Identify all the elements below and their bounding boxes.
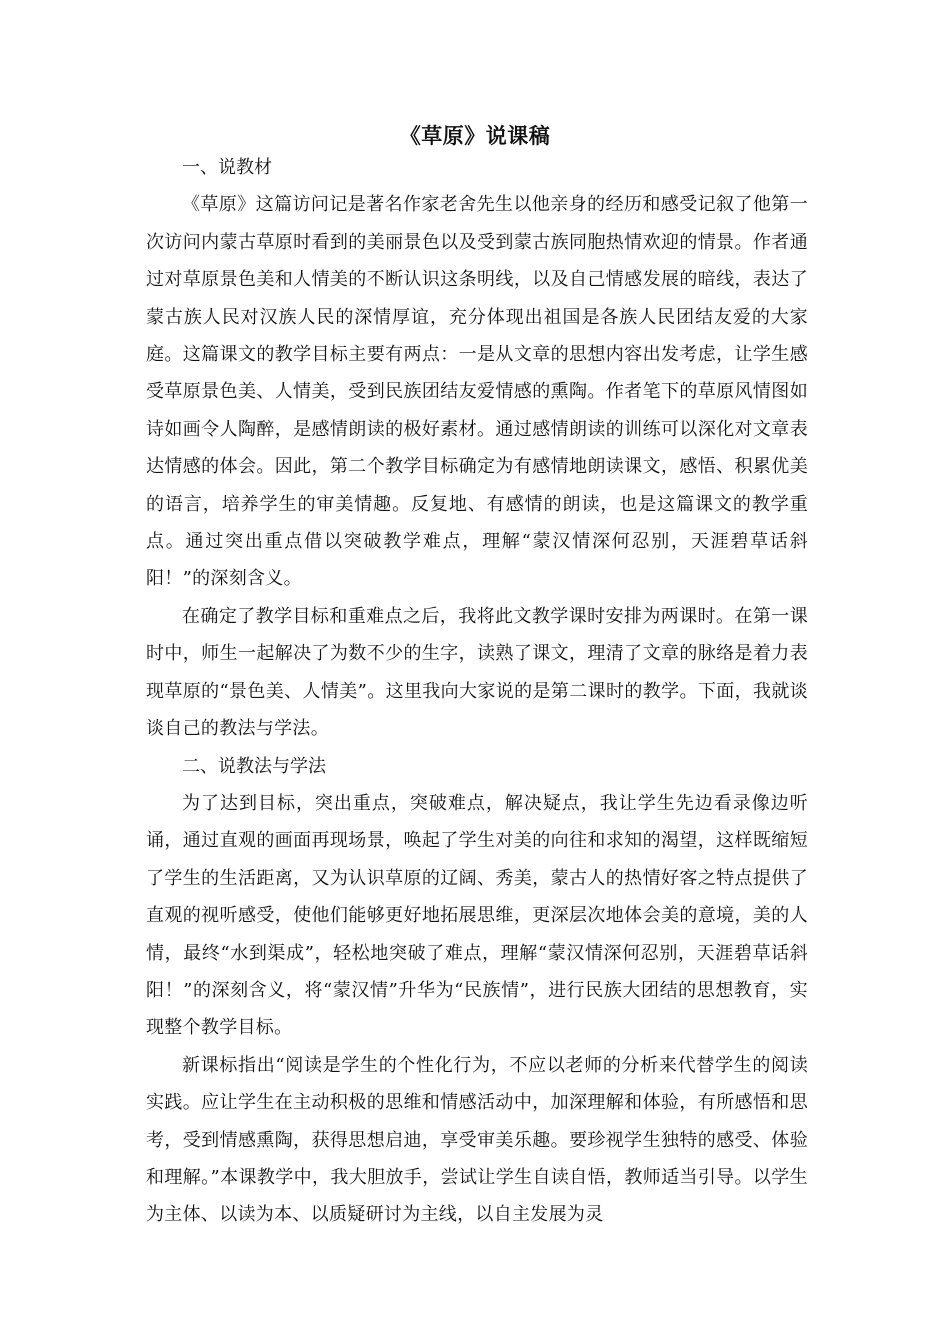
section-teaching-material	[146, 149, 808, 748]
paragraph: 在确定了教学目标和重难点之后，我将此文教学课时安排为两课时。在第一课时中，师生一起解决了为数不少的生字，读熟了课文，理清了文章的脉络是着力表现草原的“景色美、人情美”。这里我向大家说的是第二课时的教学。下面，我就谈谈自己的教法与学法。	[146, 605, 808, 740]
section-heading: 一、说教材	[182, 157, 272, 178]
document-title: 《草原》说课稿	[399, 123, 551, 148]
document-body	[146, 149, 808, 1234]
section-heading: 二、说教法与学法	[182, 755, 326, 777]
paragraph: 《草原》这篇访问记是著名作家老舍先生以他亲身的经历和感受记叙了他第一次访问内蒙古草原时看到的美丽景色以及受到蒙古族同胞热情欢迎的情景。作者通过对草原景色美和人情美的不断认识这条明线，以及自己情感发展的暗线，表达了蒙古族人民对汉族人民的深情厚谊，充分体现出祖国是各族人民团结友爱的大家庭。这篇课文的教学目标主要有两点：一是从文章的思想内容出发考虑，让学生感受草原景色美、人情美，受到民族团结友爱情感的熏陶。作者笔下的草原风情图如诗如画令人陶醉，是感情朗读的极好素材。通过感情朗读的训练可以深化对文章表达情感的体会。因此，第二个教学目标确定为有感情地朗读课文，感悟、积累优美的语言，培养学生的审美情趣。反复地、有感情的朗读，也是这篇课文的教学重点。通过突出重点借以突破教学难点，理解“蒙汉情深何忍别，天涯碧草话斜阳！”的深刻含义。	[146, 194, 808, 590]
paragraph: 为了达到目标，突出重点，突破难点，解决疑点，我让学生先边看录像边听诵，通过直观的画面再现场景，唤起了学生对美的向往和求知的渴望，这样既缩短了学生的生活距离，又为认识草原的辽阔、秀美，蒙古人的热情好客之特点提供了直观的视听感受，使他们能够更好地拓展思维，更深层次地体会美的意境，美的人情，最终“水到渠成”，轻松地突破了难点，理解“蒙汉情深何忍别，天涯碧草话斜阳！”的深刻含义，将“蒙汉情”升华为“民族情”，进行民族大团结的思想教育，实现整个教学目标。	[146, 792, 808, 1039]
paragraph: 新课标指出“阅读是学生的个性化行为，不应以老师的分析来代替学生的阅读实践。应让学生在主动积极的思维和情感活动中，加深理解和体验，有所感悟和思考，受到情感熏陶，获得思想启迪，享受审美乐趣。要珍视学生独特的感受、体验和理解。”本课教学中，我大胆放手，尝试让学生自读自悟，教师适当引导。以学生为主体、以读为本、以质疑研讨为主线，以自主发展为灵	[146, 1054, 808, 1226]
section-teaching-methods	[146, 748, 808, 1234]
